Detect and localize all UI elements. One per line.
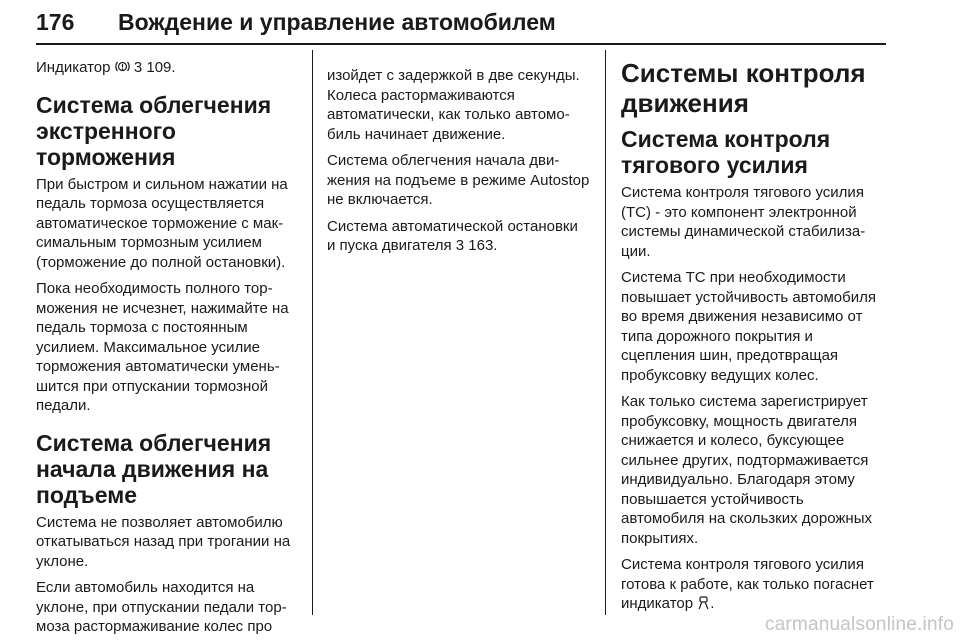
brake-indicator-icon (115, 58, 130, 78)
page-header (36, 2, 886, 42)
column-divider (605, 50, 606, 615)
heading-hill-start-assist: Система облегчения начала движения на подъеме (36, 429, 272, 508)
paragraph: При быстром и сильном нажатии на педаль тормоза осуществляется автоматическое торможение с максимальным тормозным усилием (торможение до полной остановки). (36, 175, 288, 271)
traction-control-indicator-icon (697, 594, 710, 614)
header-rule (36, 43, 886, 45)
page-number: 176 (36, 8, 75, 35)
paragraph: Система не позволяет автомобилю откатываться назад при трогании на уклоне. (36, 513, 291, 570)
paragraph: Система контроля тягового усилия (TC) - это компонент электронной системы динамической стабилизации. (621, 184, 866, 260)
reference-page: 163. (468, 237, 498, 254)
heading-driving-control-systems: Системы контроля движения (621, 58, 866, 118)
reference-arrow: 3 (133, 59, 143, 76)
reference-page: 109. (146, 59, 176, 76)
column-1 (36, 58, 298, 644)
heading-emergency-braking: Система облегчения экстренного торможения (36, 91, 272, 170)
indicator-reference: Индикатор 3 109. (36, 59, 176, 76)
paragraph: Пока необходимость полного торможения не исчезнет, нажимайте на педаль тормоза с постоянным усилием. Максимальное усилие торможения автоматически уменьшится при отпускании тормозной педали. (36, 280, 289, 414)
paragraph: Если автомобиль находится на уклоне, при отпускании педали тормоза растормаживание колес про (36, 579, 287, 635)
column-2 (327, 66, 590, 263)
column-divider (312, 50, 313, 615)
paragraph-tc-indicator: Система контроля тягового усилия готова к работе, как только погаснет индикатор . (621, 556, 874, 612)
running-title: Вождение и управление автомобилем (118, 8, 556, 35)
paragraph: изойдет с задержкой в две секунды. Колеса растормаживаются автоматически, как только автомобиль начинает движение. (327, 67, 580, 143)
reference-arrow: 3 (455, 237, 465, 254)
paragraph: Как только система зарегистрирует пробуксовку, мощность двигателя снижается и колесо, буксующее сильнее других, подтормаживается индивидуально. Благодаря этому повышается устойчивость автомобиля на скользких дорожных покрытиях. (621, 393, 872, 547)
paragraph: Система ТС при необходимости повышает устойчивость автомобиля во время движения независимо от типа дорожного покрытия и сцепления шин, предотвращая пробуксовку ведущих колес. (621, 269, 876, 384)
heading-traction-control: Система контроля тягового усилия (621, 126, 831, 178)
paragraph-stop-start-reference: Система автоматической остановки и пуска двигателя 3 163. (327, 217, 578, 254)
watermark: carmanualsonline.info (764, 614, 954, 635)
paragraph: Система облегчения начала движения на подъеме в режиме Autostop не включается. (327, 152, 590, 208)
column-3 (621, 58, 887, 621)
